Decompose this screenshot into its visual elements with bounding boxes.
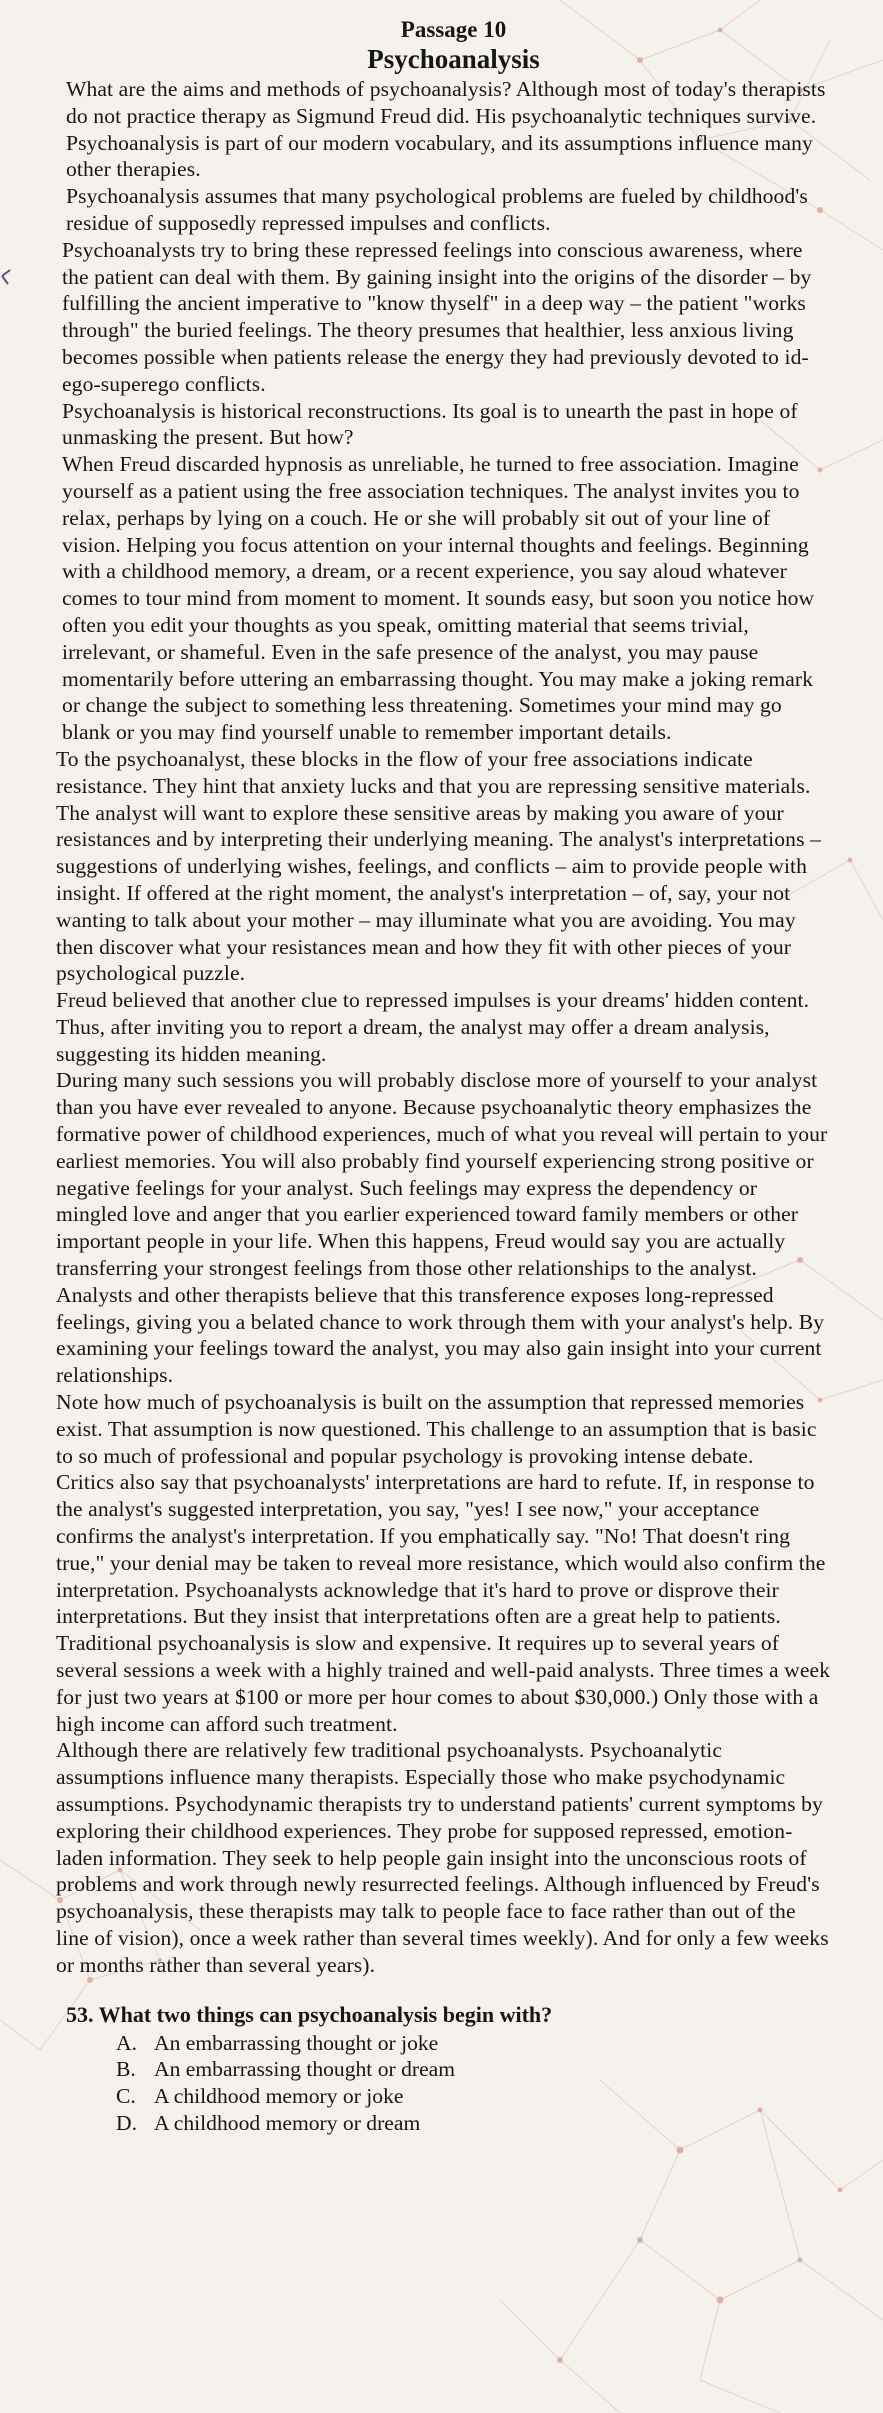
answer-option-a[interactable]: [66, 2030, 831, 2057]
paragraph: To the psychoanalyst, these blocks in the flow of your free associations indicate resistance. They hint that anxiety lucks and that you are repressing sensitive materials. The analyst will want to explore these sensitive areas by making you aware of your resistances and by interpreting their underlying meaning. The analyst's interpretations – suggestions of underlying wishes, feelings, and conflicts – aim to provide people with insight. If offered at the right moment, the analyst's interpretation – of, say, your not wanting to talk about your mother – may illuminate what you are avoiding. You may then discover what your resistances mean and how they fit with other pieces of your psychological puzzle.: [56, 746, 821, 986]
paragraph: When Freud discarded hypnosis as unreliable, he turned to free association. Imagine yourself as a patient using the free association techniques. The analyst invites you to relax, perhaps by lying on a couch. He or she will probably sit out of your line of vision. Helping you focus attention on your internal thoughts and feelings. Beginning with a childhood memory, a dream, or a recent experience, you say aloud whatever comes to tour mind from moment to moment. It sounds easy, but soon you notice how often you edit your thoughts as you speak, omitting material that seems trivial, irrelevant, or shameful. Even in the safe presence of the analyst, you may pause momentarily before uttering an embarrassing thought. You may make a joking remark or change the subject to something less threatening. Sometimes your mind may go blank or you may find yourself unable to remember important details.: [62, 452, 815, 745]
paragraph: Although there are relatively few traditional psychoanalysts. Psychoanalytic assumptions influence many therapists. Especially those who make psychodynamic assumptions. Psychodynamic therapists try to understand patients' current symptoms by exploring their childhood experiences. They probe for supposed repressed, emotion-laden information. They seek to help people gain insight into the unconscious roots of problems and work through newly resurrected feelings. Although influenced by Freud's psychoanalysis, these therapists may talk to people face to face rather than out of the line of vision), once a week rather than several times weekly). And for only a few weeks or months rather than several years).: [56, 1738, 829, 1977]
option-letter: D.: [116, 2110, 137, 2135]
paragraph: Psychoanalysis is historical reconstructions. Its goal is to unearth the past in hope of unmasking the present. But how?: [62, 398, 798, 450]
passage-number: Passage 10: [400, 17, 507, 42]
paragraph: Critics also say that psychoanalysts' interpretations are hard to refute. If, in response to the analyst's suggested interpretation, you say, "yes! I see now," your acceptance confirms the analyst's interpretation. If you emphatically say. "No! That doesn't ring true," your denial may be taken to reveal more resistance, which would also confirm the interpretation. Psychoanalysts acknowledge that it's hard to prove or disprove their interpretations. But they insist that interpretations often are a great help to patients.: [56, 1470, 826, 1629]
paragraph: During many such sessions you will probably disclose more of yourself to your analyst than you have ever revealed to anyone. Because psychoanalytic theory emphasizes the formative power of childhood experiences, much of what you reveal will pertain to your earliest memories. You will also probably find yourself experiencing strong positive or negative feelings for your analyst. Such feelings may express the dependency or mingled love and anger that you earlier experienced toward family members or other important people in your life. When this happens, Freud would say you are actually transferring your strongest feelings from those other relationships to the analyst. Analysts and other therapists believe that this transference exposes long-repressed feelings, giving you a belated chance to work through them with your analyst's help. By examining your feelings toward the analyst, you may also gain insight into your current relationships.: [56, 1068, 828, 1388]
question-text: 53. What two things can psychoanalysis begin with?: [66, 2001, 553, 2027]
option-letter: C.: [116, 2084, 136, 2109]
option-letter: A.: [116, 2030, 137, 2055]
paragraph: Note how much of psychoanalysis is built on the assumption that repressed memories exist. That assumption is now questioned. This challenge to an assumption that is basic to so much of professional and popular psychology is provoking intense debate.: [56, 1390, 817, 1468]
option-text: A childhood memory or joke: [154, 2084, 404, 2109]
passage-body: [56, 76, 831, 1979]
question-block: [56, 2001, 831, 2137]
option-text: An embarrassing thought or joke: [154, 2030, 439, 2055]
option-text: An embarrassing thought or dream: [154, 2057, 456, 2082]
answer-option-b[interactable]: [66, 2056, 831, 2083]
option-text: A childhood memory or dream: [154, 2110, 421, 2135]
option-letter: B.: [116, 2057, 136, 2082]
answer-option-d[interactable]: [66, 2110, 831, 2137]
passage-title: Psychoanalysis: [367, 44, 540, 74]
paragraph: What are the aims and methods of psychoanalysis? Although most of today's therapists do not practice therapy as Sigmund Freud did. His psychoanalytic techniques survive. Psychoanalysis is part of our modern vocabulary, and its assumptions influence many other therapies.: [66, 77, 826, 182]
paragraph: Psychoanalysis assumes that many psychological problems are fueled by childhood's residue of supposedly repressed impulses and conflicts.: [66, 184, 808, 235]
answer-option-c[interactable]: [66, 2083, 831, 2110]
paragraph: Psychoanalysts try to bring these repressed feelings into conscious awareness, where the patient can deal with them. By gaining insight into the origins of the disorder – by fulfilling the ancient imperative to "know thyself" in a deep way – the patient "works through" the buried feelings. The theory presumes that healthier, less anxious living becomes possible when patients release the energy they had previously devoted to id-ego-superego conflicts.: [62, 237, 812, 396]
paragraph: Freud believed that another clue to repressed impulses is your dreams' hidden content. Thus, after inviting you to report a dream, the analyst may offer a dream analysis, suggesting its hidden meaning.: [56, 988, 810, 1066]
paragraph: Traditional psychoanalysis is slow and expensive. It requires up to several years of several sessions a week with a highly trained and well-paid analysts. Three times a week for just two years at $100 or more per hour comes to about $30,000.) Only those with a high income can afford such treatment.: [56, 1631, 831, 1736]
